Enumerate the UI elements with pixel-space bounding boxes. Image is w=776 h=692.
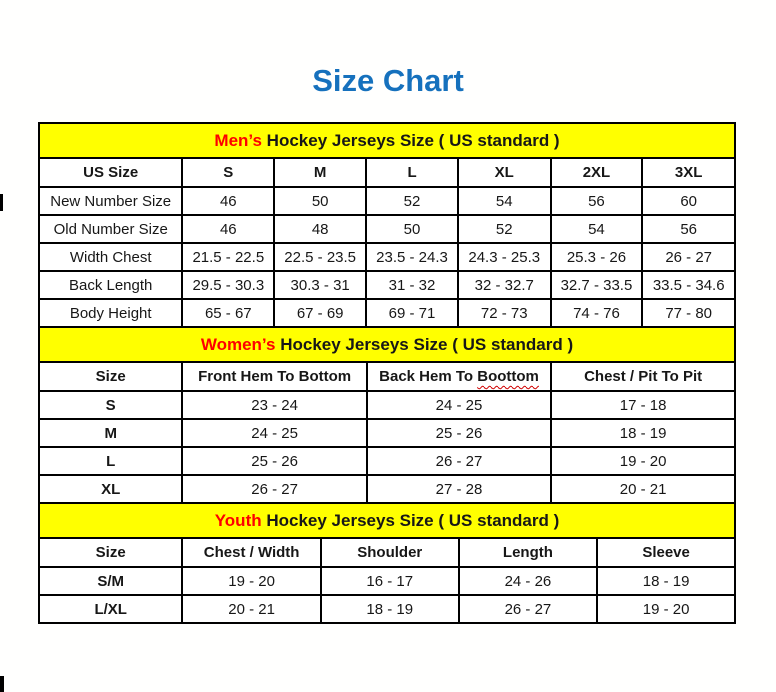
column-header: Front Hem To Bottom — [182, 362, 366, 391]
size-value: 26 - 27 — [182, 475, 366, 503]
youth-header-row — [39, 538, 735, 567]
row-label: S/M — [39, 567, 182, 595]
size-value: 30.3 - 31 — [274, 271, 366, 299]
size-value: 19 - 20 — [551, 447, 735, 475]
size-value: 74 - 76 — [551, 299, 643, 327]
column-header: 2XL — [551, 158, 643, 187]
size-value: 29.5 - 30.3 — [182, 271, 274, 299]
table-row — [39, 567, 735, 595]
row-label: L/XL — [39, 595, 182, 623]
row-label: Back Length — [39, 271, 182, 299]
table-row — [39, 447, 735, 475]
table-row — [39, 271, 735, 299]
size-value: 50 — [366, 215, 458, 243]
column-header: Length — [459, 538, 598, 567]
mens-caption-row — [39, 123, 735, 158]
column-header: Size — [39, 538, 182, 567]
mens-size-table — [38, 122, 736, 328]
table-row — [39, 187, 735, 215]
size-value: 33.5 - 34.6 — [642, 271, 735, 299]
column-header: Sleeve — [597, 538, 735, 567]
size-value: 46 — [182, 187, 274, 215]
column-header: US Size — [39, 158, 182, 187]
scan-artifact-mark — [0, 676, 4, 692]
column-header: M — [274, 158, 366, 187]
womens-table-caption: Women’s Hockey Jerseys Size ( US standard ) — [39, 327, 735, 362]
row-label: Width Chest — [39, 243, 182, 271]
size-value: 19 - 20 — [182, 567, 321, 595]
page-title: Size Chart — [312, 63, 464, 98]
mens-header-row — [39, 158, 735, 187]
size-value: 65 - 67 — [182, 299, 274, 327]
misspelled-word: Boottom — [477, 368, 539, 385]
scan-artifact-mark — [0, 194, 3, 211]
table-row — [39, 243, 735, 271]
size-value: 21.5 - 22.5 — [182, 243, 274, 271]
table-row — [39, 475, 735, 503]
size-value: 22.5 - 23.5 — [274, 243, 366, 271]
size-value: 50 — [274, 187, 366, 215]
size-value: 67 - 69 — [274, 299, 366, 327]
size-value: 56 — [551, 187, 643, 215]
row-label: Old Number Size — [39, 215, 182, 243]
size-value: 25.3 - 26 — [551, 243, 643, 271]
size-value: 54 — [458, 187, 551, 215]
column-header: Back Hem To Boottom — [367, 362, 551, 391]
womens-size-table — [38, 326, 736, 504]
size-value: 25 - 26 — [367, 419, 551, 447]
caption-highlight-word: Women’s — [200, 334, 276, 354]
size-value: 20 - 21 — [551, 475, 735, 503]
size-value: 25 - 26 — [182, 447, 366, 475]
size-value: 32 - 32.7 — [458, 271, 551, 299]
size-value: 18 - 19 — [321, 595, 459, 623]
row-label: XL — [39, 475, 182, 503]
size-value: 20 - 21 — [182, 595, 321, 623]
column-header: 3XL — [642, 158, 735, 187]
size-value: 54 — [551, 215, 643, 243]
size-value: 17 - 18 — [551, 391, 735, 419]
size-value: 19 - 20 — [597, 595, 735, 623]
row-label: L — [39, 447, 182, 475]
table-row — [39, 215, 735, 243]
size-value: 23.5 - 24.3 — [366, 243, 458, 271]
row-label: New Number Size — [39, 187, 182, 215]
caption-highlight-word: Youth — [214, 510, 262, 530]
column-header: S — [182, 158, 274, 187]
size-value: 52 — [458, 215, 551, 243]
youth-table-caption: Youth Hockey Jerseys Size ( US standard ) — [39, 503, 735, 538]
size-value: 24 - 26 — [459, 567, 598, 595]
youth-size-table — [38, 502, 736, 624]
size-value: 26 - 27 — [367, 447, 551, 475]
column-header: L — [366, 158, 458, 187]
size-value: 18 - 19 — [597, 567, 735, 595]
womens-caption-row — [39, 327, 735, 362]
size-value: 72 - 73 — [458, 299, 551, 327]
table-row — [39, 299, 735, 327]
size-value: 16 - 17 — [321, 567, 459, 595]
size-value: 31 - 32 — [366, 271, 458, 299]
size-value: 24 - 25 — [182, 419, 366, 447]
size-value: 27 - 28 — [367, 475, 551, 503]
table-row — [39, 391, 735, 419]
column-header: Chest / Pit To Pit — [551, 362, 735, 391]
youth-caption-row — [39, 503, 735, 538]
size-value: 24.3 - 25.3 — [458, 243, 551, 271]
size-value: 26 - 27 — [459, 595, 598, 623]
size-value: 18 - 19 — [551, 419, 735, 447]
row-label: S — [39, 391, 182, 419]
column-header: XL — [458, 158, 551, 187]
size-value: 23 - 24 — [182, 391, 366, 419]
size-value: 56 — [642, 215, 735, 243]
size-value: 48 — [274, 215, 366, 243]
row-label: Body Height — [39, 299, 182, 327]
size-value: 69 - 71 — [366, 299, 458, 327]
column-header: Shoulder — [321, 538, 459, 567]
row-label: M — [39, 419, 182, 447]
size-value: 32.7 - 33.5 — [551, 271, 643, 299]
table-row — [39, 419, 735, 447]
womens-header-row — [39, 362, 735, 391]
size-value: 52 — [366, 187, 458, 215]
size-value: 46 — [182, 215, 274, 243]
size-value: 77 - 80 — [642, 299, 735, 327]
size-value: 60 — [642, 187, 735, 215]
caption-highlight-word: Men’s — [214, 130, 262, 150]
column-header: Size — [39, 362, 182, 391]
column-header: Chest / Width — [182, 538, 321, 567]
mens-table-caption: Men’s Hockey Jerseys Size ( US standard ) — [39, 123, 735, 158]
size-value: 24 - 25 — [367, 391, 551, 419]
table-row — [39, 595, 735, 623]
size-tables — [38, 122, 736, 624]
size-value: 26 - 27 — [642, 243, 735, 271]
